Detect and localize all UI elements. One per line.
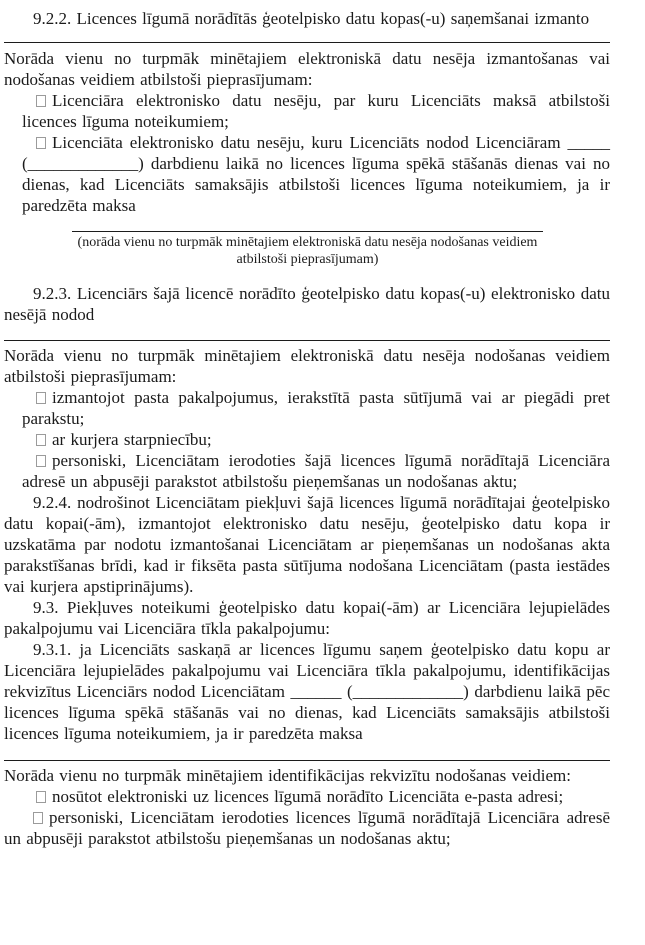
checkbox-option-in-person xyxy=(22,450,610,492)
option-label: izmantojot pasta pakalpojumus, ierakstītā pasta sūtījumā vai ar piegādi pret parakstu; xyxy=(22,388,610,428)
checkbox-icon[interactable] xyxy=(36,137,46,149)
checkbox-icon[interactable] xyxy=(36,95,46,107)
checkbox-icon[interactable] xyxy=(36,392,46,404)
option-label: Licenciāra elektronisko datu nesēju, par kuru Licenciāts maksā atbilstoši licences līguma noteikumiem; xyxy=(22,91,610,131)
separator-line-indented xyxy=(72,231,543,232)
checkbox-option-licenciata-data-medium xyxy=(22,132,610,216)
checkbox-option-postal-services xyxy=(22,387,610,429)
paragraph-9-3: 9.3. Piekļuves noteikumi ģeotelpisko datu kopai(-ām) ar Licenciāra lejupielādes pakalpojumu vai Licenciāra tīkla pakalpojumu: xyxy=(4,598,610,638)
checkbox-icon[interactable] xyxy=(36,455,46,467)
option-label: nosūtot elektroniski uz licences līgumā norādīto Licenciāta e-pasta adresi; xyxy=(52,787,564,806)
note-electronic-media-delivery: Norāda vienu no turpmāk minētajiem elektroniskā datu nesēja nodošanas veidiem atbilstoši pieprasījumam: xyxy=(4,346,610,386)
paragraph-9-2-3: 9.2.3. Licenciārs šajā licencē norādīto ģeotelpisko datu kopas(-u) elektronisko datu nesējā nodod xyxy=(4,284,610,324)
separator-line xyxy=(4,340,610,341)
checkbox-icon[interactable] xyxy=(36,434,46,446)
checkbox-option-courier xyxy=(22,429,610,450)
fill-in-caption: (norāda vienu no turpmāk minētajiem elektroniskā datu nesēja nodošanas veidiem atbilstoši pieprasījumam) xyxy=(77,235,538,267)
paragraph-9-3-1: 9.3.1. ja Licenciāts saskaņā ar licences līgumu saņem ģeotelpisko datu kopu ar Licenciāra lejupielādes pakalpojumu vai Licenciāra tīkla pakalpojumu, identifikācijas rekvizītus Licenciārs nodod Licenciātam ______ (_____________) darbdienu laikā pēc licences līguma spēkā stāšanās vai no dienas, kad Licenciāts samaksājis atbilstoši licences līguma noteikumiem, ja ir paredzēta maksa xyxy=(4,640,610,743)
option-label: personiski, Licenciātam ierodoties šajā licences līgumā norādītajā Licenciāra adresē un abpusēji parakstot atbilstošu pieņemšanas un nodošanas aktu; xyxy=(22,451,610,491)
separator-line xyxy=(4,760,610,761)
separator-line xyxy=(4,42,610,43)
note-electronic-media-usage: Norāda vienu no turpmāk minētajiem elektroniskā datu nesēja izmantošanas vai nodošanas veidiem atbilstoši pieprasījumam: xyxy=(4,49,610,89)
checkbox-icon[interactable] xyxy=(36,791,46,803)
paragraph-9-2-4: 9.2.4. nodrošinot Licenciātam piekļuvi šajā licences līgumā norādītajai ģeotelpisko datu kopai(-ām), izmantojot elektronisko datu nesēju, ģeotelpisko datu kopa ir uzskatāma par nodotu izmantošanai Licenciātam ar pieņemšanas un nodošanas akta parakstīšanas brīdi, kad ir fiksēta pasta sūtījuma nodošana Licenciātam (pasta iestādes vai kurjera apstiprinājums). xyxy=(4,493,610,596)
checkbox-option-in-person-credentials xyxy=(4,807,610,849)
checkbox-option-send-email xyxy=(43,786,610,807)
option-label: personiski, Licenciātam ierodoties licences līgumā norādītajā Licenciāra adresē un abpusēji parakstot atbilstošu pieņemšanas un nodošanas aktu; xyxy=(4,808,610,848)
paragraph-9-2-2: 9.2.2. Licences līgumā norādītās ģeotelpisko datu kopas(-u) saņemšanai izmanto xyxy=(33,9,590,28)
note-identification-credentials: Norāda vienu no turpmāk minētajiem identifikācijas rekvizītu nodošanas veidiem: xyxy=(4,766,571,785)
checkbox-icon[interactable] xyxy=(33,812,43,824)
option-label: Licenciāta elektronisko datu nesēju, kuru Licenciāts nodod Licenciāram _____ (_____________) darbdienu laikā no licences līguma spēkā stāšanās dienas vai no dienas, kad Licenciāts samaksājis atbilstoši licences līguma noteikumiem, ja ir paredzēta maksa xyxy=(22,133,610,215)
option-label: ar kurjera starpniecību; xyxy=(52,430,212,449)
checkbox-option-licenciara-data-medium xyxy=(22,90,610,132)
